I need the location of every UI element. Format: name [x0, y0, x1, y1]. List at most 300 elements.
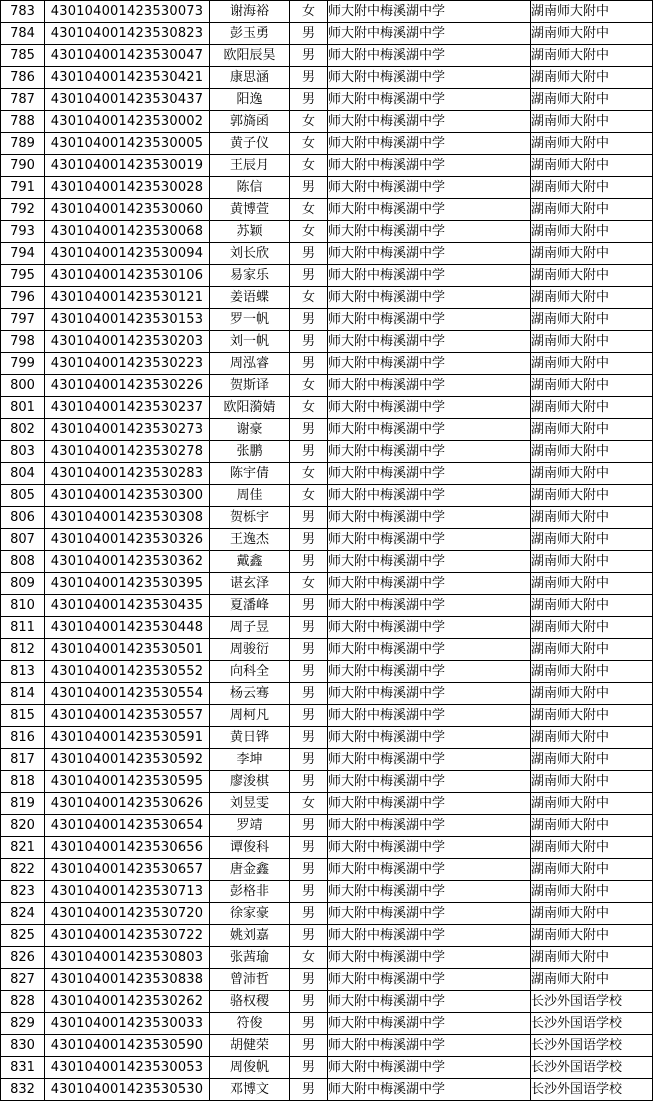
student-id: 430104001423530203 — [45, 331, 210, 353]
affiliated-school: 湖南师大附中 — [531, 199, 653, 221]
school-name: 师大附中梅溪湖中学 — [328, 1035, 531, 1057]
student-id: 430104001423530047 — [45, 45, 210, 67]
school-name: 师大附中梅溪湖中学 — [328, 155, 531, 177]
school-name: 师大附中梅溪湖中学 — [328, 45, 531, 67]
table-row — [1, 89, 653, 111]
row-number: 817 — [1, 749, 45, 771]
school-name: 师大附中梅溪湖中学 — [328, 67, 531, 89]
row-number: 795 — [1, 265, 45, 287]
row-number: 826 — [1, 947, 45, 969]
affiliated-school: 湖南师大附中 — [531, 595, 653, 617]
school-name: 师大附中梅溪湖中学 — [328, 529, 531, 551]
student-name: 戴鑫 — [210, 551, 290, 573]
student-name: 阳逸 — [210, 89, 290, 111]
student-gender: 男 — [290, 595, 328, 617]
affiliated-school: 湖南师大附中 — [531, 947, 653, 969]
school-name: 师大附中梅溪湖中学 — [328, 749, 531, 771]
row-number: 789 — [1, 133, 45, 155]
school-name: 师大附中梅溪湖中学 — [328, 243, 531, 265]
student-id: 430104001423530060 — [45, 199, 210, 221]
table-row — [1, 1, 653, 23]
student-name: 欧阳漪婧 — [210, 397, 290, 419]
student-gender: 男 — [290, 771, 328, 793]
row-number: 799 — [1, 353, 45, 375]
row-number: 830 — [1, 1035, 45, 1057]
student-id: 430104001423530395 — [45, 573, 210, 595]
school-name: 师大附中梅溪湖中学 — [328, 815, 531, 837]
affiliated-school: 湖南师大附中 — [531, 749, 653, 771]
student-id: 430104001423530326 — [45, 529, 210, 551]
student-id: 430104001423530437 — [45, 89, 210, 111]
affiliated-school: 湖南师大附中 — [531, 133, 653, 155]
student-id: 430104001423530153 — [45, 309, 210, 331]
student-id: 430104001423530300 — [45, 485, 210, 507]
affiliated-school: 湖南师大附中 — [531, 309, 653, 331]
student-id: 430104001423530552 — [45, 661, 210, 683]
student-name: 徐家豪 — [210, 903, 290, 925]
school-name: 师大附中梅溪湖中学 — [328, 1079, 531, 1101]
student-gender: 男 — [290, 859, 328, 881]
student-name: 李坤 — [210, 749, 290, 771]
row-number: 822 — [1, 859, 45, 881]
student-name: 周柯凡 — [210, 705, 290, 727]
student-id: 430104001423530435 — [45, 595, 210, 617]
affiliated-school: 湖南师大附中 — [531, 485, 653, 507]
row-number: 790 — [1, 155, 45, 177]
school-name: 师大附中梅溪湖中学 — [328, 419, 531, 441]
row-number: 794 — [1, 243, 45, 265]
school-name: 师大附中梅溪湖中学 — [328, 925, 531, 947]
student-id: 430104001423530019 — [45, 155, 210, 177]
student-gender: 女 — [290, 155, 328, 177]
affiliated-school: 湖南师大附中 — [531, 397, 653, 419]
student-id: 430104001423530722 — [45, 925, 210, 947]
row-number: 820 — [1, 815, 45, 837]
student-gender: 女 — [290, 947, 328, 969]
student-gender: 男 — [290, 661, 328, 683]
affiliated-school: 湖南师大附中 — [531, 551, 653, 573]
school-name: 师大附中梅溪湖中学 — [328, 1013, 531, 1035]
table-row — [1, 1013, 653, 1035]
affiliated-school: 湖南师大附中 — [531, 969, 653, 991]
school-name: 师大附中梅溪湖中学 — [328, 617, 531, 639]
student-gender: 女 — [290, 111, 328, 133]
school-name: 师大附中梅溪湖中学 — [328, 265, 531, 287]
student-name: 谌玄泽 — [210, 573, 290, 595]
student-gender: 女 — [290, 221, 328, 243]
student-id: 430104001423530421 — [45, 67, 210, 89]
affiliated-school: 长沙外国语学校 — [531, 1035, 653, 1057]
student-id: 430104001423530283 — [45, 463, 210, 485]
school-name: 师大附中梅溪湖中学 — [328, 485, 531, 507]
row-number: 805 — [1, 485, 45, 507]
affiliated-school: 湖南师大附中 — [531, 837, 653, 859]
student-gender: 男 — [290, 419, 328, 441]
school-name: 师大附中梅溪湖中学 — [328, 507, 531, 529]
student-gender: 男 — [290, 639, 328, 661]
school-name: 师大附中梅溪湖中学 — [328, 287, 531, 309]
table-row — [1, 705, 653, 727]
row-number: 798 — [1, 331, 45, 353]
student-id: 430104001423530657 — [45, 859, 210, 881]
student-gender: 男 — [290, 903, 328, 925]
student-id: 430104001423530033 — [45, 1013, 210, 1035]
row-number: 827 — [1, 969, 45, 991]
row-number: 823 — [1, 881, 45, 903]
student-name: 王辰月 — [210, 155, 290, 177]
student-name: 骆权稷 — [210, 991, 290, 1013]
row-number: 811 — [1, 617, 45, 639]
student-gender: 女 — [290, 133, 328, 155]
student-gender: 女 — [290, 199, 328, 221]
table-row — [1, 859, 653, 881]
school-name: 师大附中梅溪湖中学 — [328, 859, 531, 881]
student-name: 康思涵 — [210, 67, 290, 89]
table-row — [1, 749, 653, 771]
row-number: 785 — [1, 45, 45, 67]
school-name: 师大附中梅溪湖中学 — [328, 903, 531, 925]
student-gender: 男 — [290, 991, 328, 1013]
student-id: 430104001423530530 — [45, 1079, 210, 1101]
student-id: 430104001423530308 — [45, 507, 210, 529]
affiliated-school: 湖南师大附中 — [531, 67, 653, 89]
affiliated-school: 湖南师大附中 — [531, 903, 653, 925]
affiliated-school: 湖南师大附中 — [531, 815, 653, 837]
table-row — [1, 155, 653, 177]
table-row — [1, 199, 653, 221]
student-id: 430104001423530448 — [45, 617, 210, 639]
table-row — [1, 265, 653, 287]
school-name: 师大附中梅溪湖中学 — [328, 177, 531, 199]
roster-body — [1, 1, 653, 1101]
table-row — [1, 881, 653, 903]
student-name: 罗一帆 — [210, 309, 290, 331]
affiliated-school: 湖南师大附中 — [531, 441, 653, 463]
student-name: 彭格非 — [210, 881, 290, 903]
school-name: 师大附中梅溪湖中学 — [328, 1, 531, 23]
school-name: 师大附中梅溪湖中学 — [328, 221, 531, 243]
school-name: 师大附中梅溪湖中学 — [328, 111, 531, 133]
affiliated-school: 湖南师大附中 — [531, 705, 653, 727]
table-row — [1, 243, 653, 265]
table-row — [1, 23, 653, 45]
student-gender: 男 — [290, 969, 328, 991]
student-id: 430104001423530591 — [45, 727, 210, 749]
affiliated-school: 湖南师大附中 — [531, 287, 653, 309]
student-name: 张茜瑜 — [210, 947, 290, 969]
student-gender: 男 — [290, 331, 328, 353]
affiliated-school: 湖南师大附中 — [531, 1, 653, 23]
student-id: 430104001423530237 — [45, 397, 210, 419]
student-id: 430104001423530278 — [45, 441, 210, 463]
student-gender: 男 — [290, 617, 328, 639]
table-row — [1, 771, 653, 793]
student-name: 陈宇倩 — [210, 463, 290, 485]
row-number: 815 — [1, 705, 45, 727]
affiliated-school: 湖南师大附中 — [531, 925, 653, 947]
affiliated-school: 湖南师大附中 — [531, 331, 653, 353]
student-id: 430104001423530028 — [45, 177, 210, 199]
student-id: 430104001423530223 — [45, 353, 210, 375]
student-gender: 男 — [290, 441, 328, 463]
school-name: 师大附中梅溪湖中学 — [328, 991, 531, 1013]
student-id: 430104001423530005 — [45, 133, 210, 155]
school-name: 师大附中梅溪湖中学 — [328, 837, 531, 859]
student-name: 胡健荣 — [210, 1035, 290, 1057]
student-name: 刘长欣 — [210, 243, 290, 265]
school-name: 师大附中梅溪湖中学 — [328, 331, 531, 353]
school-name: 师大附中梅溪湖中学 — [328, 661, 531, 683]
table-row — [1, 551, 653, 573]
student-id: 430104001423530362 — [45, 551, 210, 573]
table-row — [1, 595, 653, 617]
affiliated-school: 湖南师大附中 — [531, 177, 653, 199]
row-number: 793 — [1, 221, 45, 243]
student-id: 430104001423530002 — [45, 111, 210, 133]
student-gender: 男 — [290, 1035, 328, 1057]
table-row — [1, 969, 653, 991]
table-row — [1, 419, 653, 441]
table-row — [1, 991, 653, 1013]
student-name: 向科全 — [210, 661, 290, 683]
student-id: 430104001423530595 — [45, 771, 210, 793]
row-number: 786 — [1, 67, 45, 89]
affiliated-school: 湖南师大附中 — [531, 617, 653, 639]
table-row — [1, 111, 653, 133]
student-id: 430104001423530073 — [45, 1, 210, 23]
affiliated-school: 湖南师大附中 — [531, 45, 653, 67]
school-name: 师大附中梅溪湖中学 — [328, 595, 531, 617]
student-name: 刘一帆 — [210, 331, 290, 353]
affiliated-school: 湖南师大附中 — [531, 683, 653, 705]
affiliated-school: 湖南师大附中 — [531, 89, 653, 111]
school-name: 师大附中梅溪湖中学 — [328, 89, 531, 111]
student-gender: 男 — [290, 683, 328, 705]
student-gender: 男 — [290, 1057, 328, 1079]
student-id: 430104001423530501 — [45, 639, 210, 661]
student-name: 罗靖 — [210, 815, 290, 837]
student-name: 周俊帆 — [210, 1057, 290, 1079]
student-name: 王逸杰 — [210, 529, 290, 551]
row-number: 825 — [1, 925, 45, 947]
row-number: 800 — [1, 375, 45, 397]
table-row — [1, 221, 653, 243]
student-name: 夏潘峰 — [210, 595, 290, 617]
student-gender: 男 — [290, 265, 328, 287]
affiliated-school: 湖南师大附中 — [531, 507, 653, 529]
school-name: 师大附中梅溪湖中学 — [328, 793, 531, 815]
student-gender: 女 — [290, 793, 328, 815]
row-number: 824 — [1, 903, 45, 925]
student-gender: 男 — [290, 45, 328, 67]
student-name: 黄博萱 — [210, 199, 290, 221]
row-number: 808 — [1, 551, 45, 573]
row-number: 802 — [1, 419, 45, 441]
student-gender: 男 — [290, 837, 328, 859]
affiliated-school: 长沙外国语学校 — [531, 1079, 653, 1101]
table-row — [1, 177, 653, 199]
row-number: 783 — [1, 1, 45, 23]
school-name: 师大附中梅溪湖中学 — [328, 683, 531, 705]
row-number: 821 — [1, 837, 45, 859]
affiliated-school: 湖南师大附中 — [531, 23, 653, 45]
row-number: 796 — [1, 287, 45, 309]
table-row — [1, 463, 653, 485]
affiliated-school: 湖南师大附中 — [531, 111, 653, 133]
school-name: 师大附中梅溪湖中学 — [328, 969, 531, 991]
student-name: 刘昱雯 — [210, 793, 290, 815]
school-name: 师大附中梅溪湖中学 — [328, 551, 531, 573]
row-number: 810 — [1, 595, 45, 617]
student-name: 曾沛哲 — [210, 969, 290, 991]
row-number: 797 — [1, 309, 45, 331]
student-name: 黄日铧 — [210, 727, 290, 749]
student-name: 姜语蝶 — [210, 287, 290, 309]
student-name: 黄子仪 — [210, 133, 290, 155]
table-row — [1, 925, 653, 947]
school-name: 师大附中梅溪湖中学 — [328, 441, 531, 463]
student-id: 430104001423530273 — [45, 419, 210, 441]
school-name: 师大附中梅溪湖中学 — [328, 23, 531, 45]
table-row — [1, 45, 653, 67]
affiliated-school: 湖南师大附中 — [531, 793, 653, 815]
student-name: 欧阳辰昊 — [210, 45, 290, 67]
table-row — [1, 683, 653, 705]
student-gender: 男 — [290, 1079, 328, 1101]
student-gender: 男 — [290, 551, 328, 573]
table-row — [1, 837, 653, 859]
affiliated-school: 湖南师大附中 — [531, 639, 653, 661]
table-row — [1, 727, 653, 749]
table-row — [1, 617, 653, 639]
student-name: 张鹏 — [210, 441, 290, 463]
student-gender: 女 — [290, 1, 328, 23]
school-name: 师大附中梅溪湖中学 — [328, 463, 531, 485]
student-gender: 女 — [290, 485, 328, 507]
student-name: 贺栎宇 — [210, 507, 290, 529]
student-id: 430104001423530654 — [45, 815, 210, 837]
student-name: 周骏衍 — [210, 639, 290, 661]
table-row — [1, 529, 653, 551]
row-number: 801 — [1, 397, 45, 419]
student-name: 周佳 — [210, 485, 290, 507]
table-row — [1, 793, 653, 815]
table-row — [1, 815, 653, 837]
affiliated-school: 湖南师大附中 — [531, 155, 653, 177]
row-number: 832 — [1, 1079, 45, 1101]
affiliated-school: 湖南师大附中 — [531, 661, 653, 683]
school-name: 师大附中梅溪湖中学 — [328, 771, 531, 793]
school-name: 师大附中梅溪湖中学 — [328, 705, 531, 727]
student-id: 430104001423530094 — [45, 243, 210, 265]
student-gender: 男 — [290, 353, 328, 375]
row-number: 807 — [1, 529, 45, 551]
student-name: 姚刘嘉 — [210, 925, 290, 947]
table-row — [1, 903, 653, 925]
student-id: 430104001423530626 — [45, 793, 210, 815]
row-number: 804 — [1, 463, 45, 485]
row-number: 829 — [1, 1013, 45, 1035]
row-number: 791 — [1, 177, 45, 199]
student-name: 贺斯译 — [210, 375, 290, 397]
table-row — [1, 661, 653, 683]
row-number: 816 — [1, 727, 45, 749]
affiliated-school: 湖南师大附中 — [531, 221, 653, 243]
school-name: 师大附中梅溪湖中学 — [328, 639, 531, 661]
student-name: 廖浚棋 — [210, 771, 290, 793]
table-row — [1, 947, 653, 969]
affiliated-school: 湖南师大附中 — [531, 419, 653, 441]
student-name: 符俊 — [210, 1013, 290, 1035]
student-name: 苏颖 — [210, 221, 290, 243]
affiliated-school: 长沙外国语学校 — [531, 991, 653, 1013]
student-id: 430104001423530053 — [45, 1057, 210, 1079]
school-name: 师大附中梅溪湖中学 — [328, 947, 531, 969]
affiliated-school: 湖南师大附中 — [531, 463, 653, 485]
student-name: 彭玉勇 — [210, 23, 290, 45]
student-name: 邓博文 — [210, 1079, 290, 1101]
student-id: 430104001423530068 — [45, 221, 210, 243]
affiliated-school: 湖南师大附中 — [531, 727, 653, 749]
student-gender: 男 — [290, 881, 328, 903]
student-name: 周泓睿 — [210, 353, 290, 375]
student-id: 430104001423530554 — [45, 683, 210, 705]
student-id: 430104001423530720 — [45, 903, 210, 925]
student-gender: 男 — [290, 309, 328, 331]
row-number: 828 — [1, 991, 45, 1013]
table-row — [1, 309, 653, 331]
student-gender: 男 — [290, 705, 328, 727]
student-name: 谭俊科 — [210, 837, 290, 859]
student-id: 430104001423530226 — [45, 375, 210, 397]
affiliated-school: 长沙外国语学校 — [531, 1057, 653, 1079]
row-number: 814 — [1, 683, 45, 705]
student-id: 430104001423530590 — [45, 1035, 210, 1057]
school-name: 师大附中梅溪湖中学 — [328, 133, 531, 155]
student-id: 430104001423530713 — [45, 881, 210, 903]
student-gender: 女 — [290, 287, 328, 309]
affiliated-school: 湖南师大附中 — [531, 529, 653, 551]
school-name: 师大附中梅溪湖中学 — [328, 375, 531, 397]
affiliated-school: 湖南师大附中 — [531, 353, 653, 375]
student-id: 430104001423530592 — [45, 749, 210, 771]
table-row — [1, 441, 653, 463]
row-number: 784 — [1, 23, 45, 45]
student-name: 周子昱 — [210, 617, 290, 639]
student-gender: 男 — [290, 23, 328, 45]
school-name: 师大附中梅溪湖中学 — [328, 199, 531, 221]
student-gender: 男 — [290, 815, 328, 837]
student-id: 430104001423530121 — [45, 287, 210, 309]
row-number: 792 — [1, 199, 45, 221]
student-gender: 男 — [290, 925, 328, 947]
affiliated-school: 湖南师大附中 — [531, 573, 653, 595]
student-id: 430104001423530557 — [45, 705, 210, 727]
student-name: 谢海裕 — [210, 1, 290, 23]
row-number: 812 — [1, 639, 45, 661]
student-name: 易家乐 — [210, 265, 290, 287]
table-row — [1, 375, 653, 397]
table-row — [1, 67, 653, 89]
affiliated-school: 湖南师大附中 — [531, 265, 653, 287]
student-name: 郭旖函 — [210, 111, 290, 133]
student-id: 430104001423530803 — [45, 947, 210, 969]
table-row — [1, 639, 653, 661]
row-number: 818 — [1, 771, 45, 793]
student-gender: 女 — [290, 573, 328, 595]
student-name: 杨云骞 — [210, 683, 290, 705]
student-name: 谢豪 — [210, 419, 290, 441]
